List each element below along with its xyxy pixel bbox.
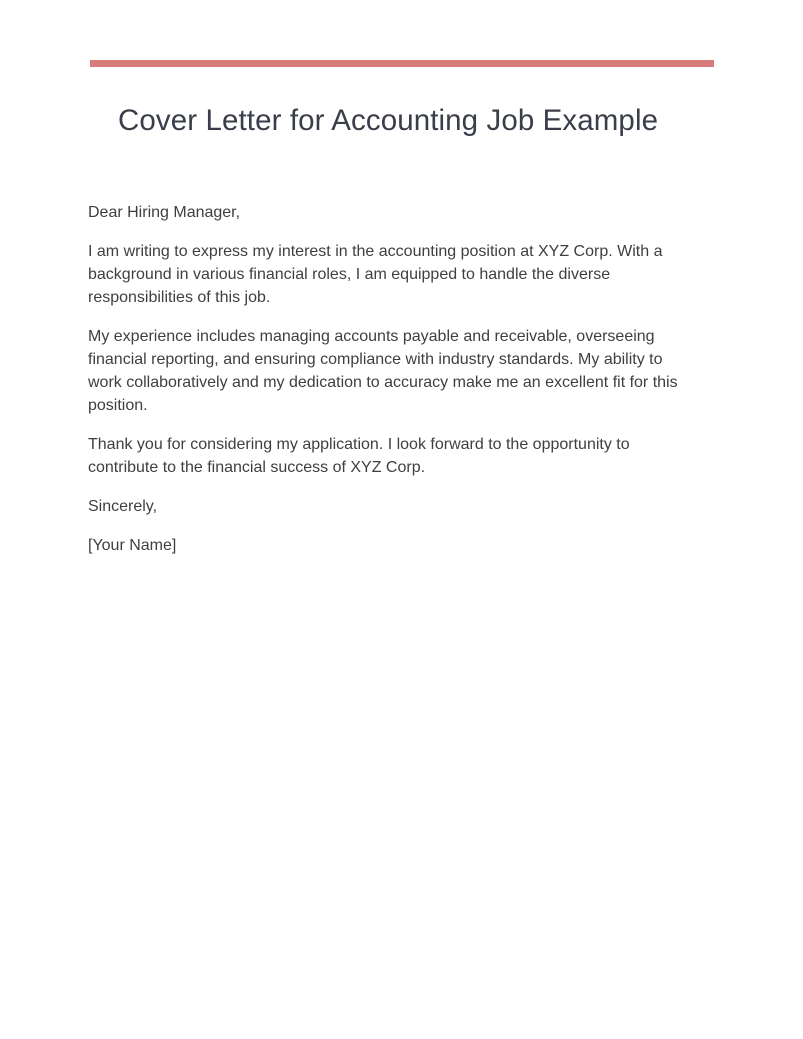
paragraph-experience: My experience includes managing accounts payable and receivable, overseeing financial reporting, and ensuring compliance with industry standards. My ability to work collaboratively and my dedication to accuracy make me an excellent fit for this position. <box>88 328 678 414</box>
salutation: Dear Hiring Manager, <box>88 204 241 221</box>
signature: [Your Name] <box>88 537 177 554</box>
page-title: Cover Letter for Accounting Job Example <box>118 104 659 137</box>
paragraph-intro: I am writing to express my interest in the accounting position at XYZ Corp. With a background in various financial roles, I am equipped to handle the diverse responsibilities of this job. <box>88 243 663 306</box>
paragraph-thanks: Thank you for considering my application. I look forward to the opportunity to contribute to the financial success of XYZ Corp. <box>88 436 630 476</box>
closing: Sincerely, <box>88 498 158 515</box>
letter-body <box>88 201 688 573</box>
accent-divider <box>90 60 714 67</box>
